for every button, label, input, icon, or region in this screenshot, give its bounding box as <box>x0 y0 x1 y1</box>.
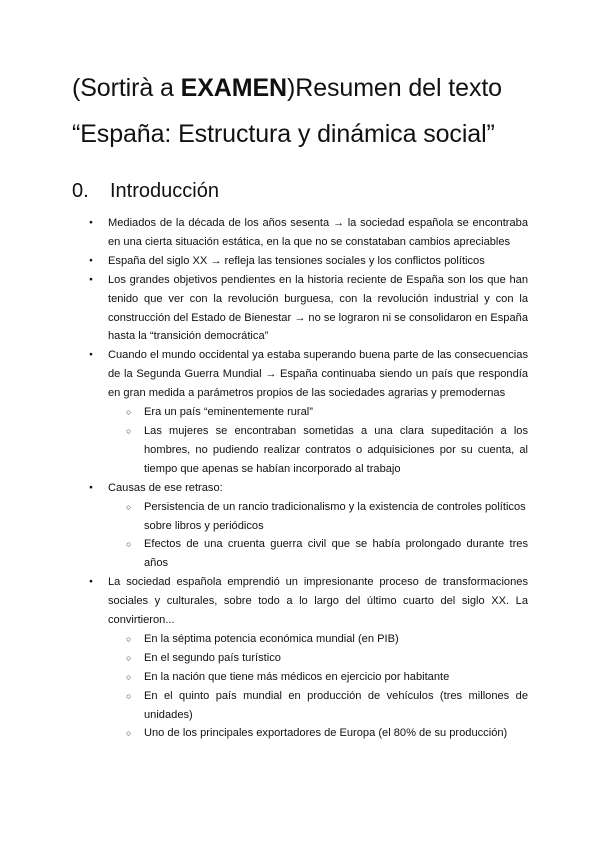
list-item: ● Los grandes objetivos pendientes en la historia reciente de España son los que han tenido que ver con la revolución burguesa, con la revolución industrial y con la construcción del Estado de Bienestar → no se lograron ni se consolidaron en España hasta la “transición democrática” <box>72 271 528 347</box>
section-title: Introducción <box>110 180 219 202</box>
list-item <box>72 573 528 743</box>
sub-list-item: ○ Las mujeres se encontraban sometidas a una clara supeditación a los hombres, no pudiendo realizar contratos o adquisiciones por su cuenta, al tiempo que apenas se habían incorporado al trabajo <box>108 422 528 479</box>
title-line-1 <box>72 68 502 108</box>
sub-list-item: ○ Era un país “eminentemente rural” <box>108 403 528 422</box>
title-line-2: “España: Estructura y dinámica social” <box>72 120 495 148</box>
list-item: ● Mediados de la década de los años sesenta → la sociedad española se encontraba en una cierta situación estática, en la que no se constataban cambios apreciables <box>72 214 528 252</box>
list-item-text: ● Cuando el mundo occidental ya estaba superando buena parte de las consecuencias de la Segunda Guerra Mundial → España continuaba siendo un país que respondía en gran medida a parámetros propios de las sociedades agrarias y premodernas <box>108 349 528 400</box>
content-body <box>72 214 528 743</box>
sub-list <box>108 403 528 479</box>
sub-list-item: ○ Efectos de una cruenta guerra civil que se había prolongado durante tres años <box>108 535 528 573</box>
sub-list-item: ○ Uno de los principales exportadores de Europa (el 80% de su producción) <box>108 724 528 743</box>
title-bold-word: EXAMEN <box>180 74 288 102</box>
list-item <box>72 346 528 478</box>
title-suffix: )Resumen del texto <box>287 74 502 102</box>
sub-list <box>108 630 528 743</box>
sub-list-item: ○ En la séptima potencia económica mundial (en PIB) <box>108 630 528 649</box>
title-prefix: (Sortirà a <box>72 74 181 102</box>
list-item-text: ● La sociedad española emprendió un impresionante proceso de transformaciones sociales y culturales, sobre todo a lo largo del último cuarto del siglo XX. La convirtieron... <box>108 576 528 627</box>
sub-list-item: ○ Persistencia de un rancio tradicionalismo y la existencia de controles políticos sobre libros y periódicos <box>108 498 528 536</box>
sub-list <box>108 498 528 574</box>
section-number: 0. <box>72 180 89 202</box>
list-item-text: ● Causas de ese retraso: <box>108 481 223 494</box>
list-item <box>72 479 528 574</box>
list-item: ● España del siglo XX → refleja las tensiones sociales y los conflictos políticos <box>72 252 528 271</box>
bullet-list <box>72 214 528 743</box>
sub-list-item: ○ En el segundo país turístico <box>108 649 528 668</box>
section-heading <box>72 176 219 206</box>
sub-list-item: ○ En el quinto país mundial en producción de vehículos (tres millones de unidades) <box>108 687 528 725</box>
sub-list-item: ○ En la nación que tiene más médicos en ejercicio por habitante <box>108 668 528 687</box>
